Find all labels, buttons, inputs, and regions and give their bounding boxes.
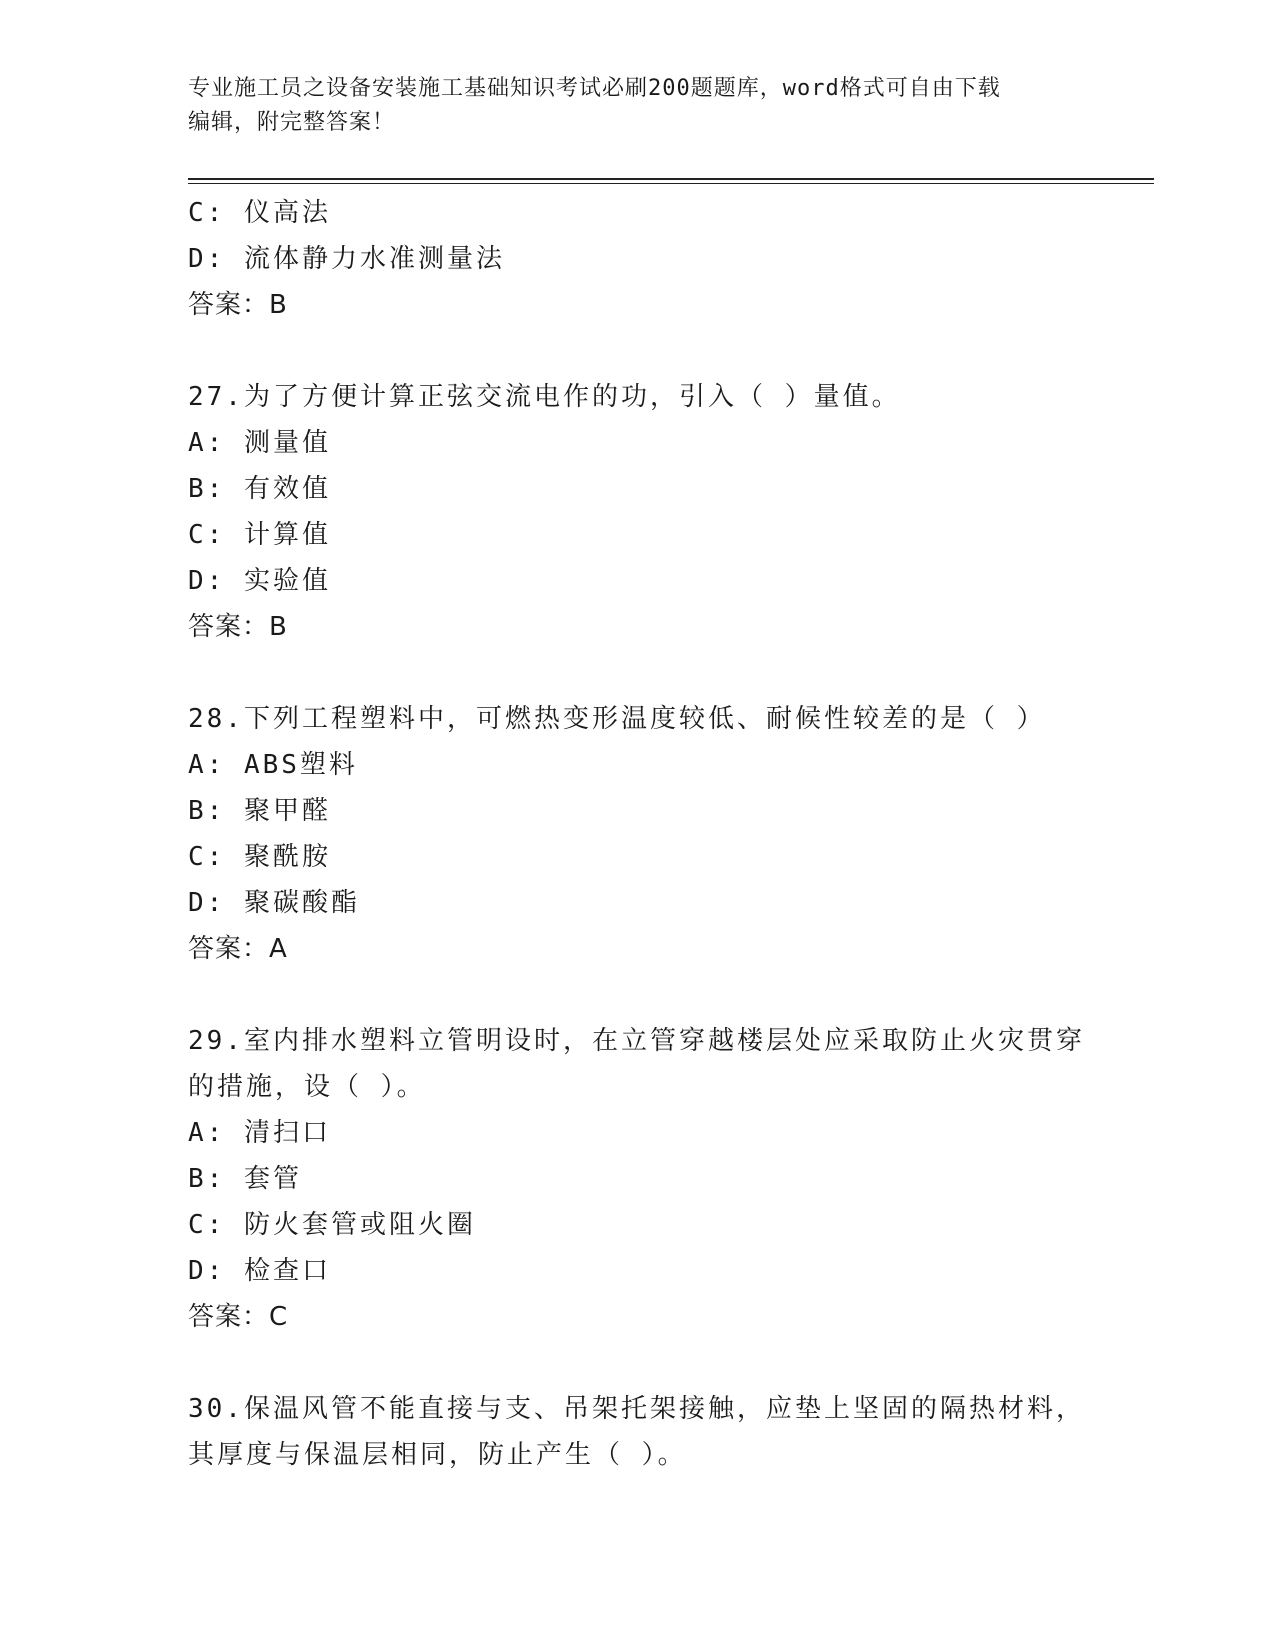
option-d: D: 流体静力水准测量法: [188, 244, 505, 274]
option-b: B: 聚甲醛: [188, 796, 331, 826]
answer-line: 答案：A: [188, 934, 288, 964]
question-28: [188, 696, 1088, 972]
answer-line: 答案：C: [188, 1302, 289, 1332]
option-a: A: ABS塑料: [188, 750, 358, 780]
spacer: [188, 650, 1088, 696]
header-line-2: 编辑，附完整答案！: [188, 110, 396, 135]
question-27: [188, 374, 1088, 650]
option-d: D: 聚碳酸酯: [188, 888, 360, 918]
question-stem-line-1: 29.室内排水塑料立管明设时，在立管穿越楼层处应采取防止火灾贯穿: [188, 1026, 1085, 1056]
option-c: C: 计算值: [188, 520, 331, 550]
option-c: C: 防火套管或阻火圈: [188, 1210, 476, 1240]
question-stem: 28.下列工程塑料中，可燃热变形温度较低、耐候性较差的是（ ）: [188, 704, 1046, 734]
header-divider-thin: [188, 183, 1154, 184]
document-header: [188, 72, 1088, 140]
option-a: A: 测量值: [188, 428, 331, 458]
question-stem: 27.为了方便计算正弦交流电作的功，引入（ ）量值。: [188, 382, 901, 412]
question-stem-line-2: 其厚度与保温层相同，防止产生（ ）。: [188, 1440, 687, 1470]
answer-line: 答案：B: [188, 290, 288, 320]
question-stem-line-1: 30.保温风管不能直接与支、吊架托架接触，应垫上坚固的隔热材料，: [188, 1394, 1085, 1424]
option-b: B: 有效值: [188, 474, 331, 504]
question-26: [188, 190, 1088, 328]
question-29: [188, 1018, 1088, 1340]
question-30: [188, 1386, 1088, 1478]
header-divider-thick: [188, 178, 1154, 180]
question-stem-line-2: 的措施，设（ ）。: [188, 1072, 426, 1102]
header-line-1: 专业施工员之设备安装施工基础知识考试必刷200题题库，word格式可自由下载: [188, 76, 1001, 101]
spacer: [188, 972, 1088, 1018]
option-a: A: 清扫口: [188, 1118, 331, 1148]
option-d: D: 实验值: [188, 566, 331, 596]
option-c: C: 聚酰胺: [188, 842, 331, 872]
option-c: C: 仪高法: [188, 198, 331, 228]
spacer: [188, 1340, 1088, 1386]
spacer: [188, 328, 1088, 374]
option-d: D: 检查口: [188, 1256, 331, 1286]
question-list: [188, 190, 1088, 1478]
option-b: B: 套管: [188, 1164, 302, 1194]
answer-line: 答案：B: [188, 612, 288, 642]
